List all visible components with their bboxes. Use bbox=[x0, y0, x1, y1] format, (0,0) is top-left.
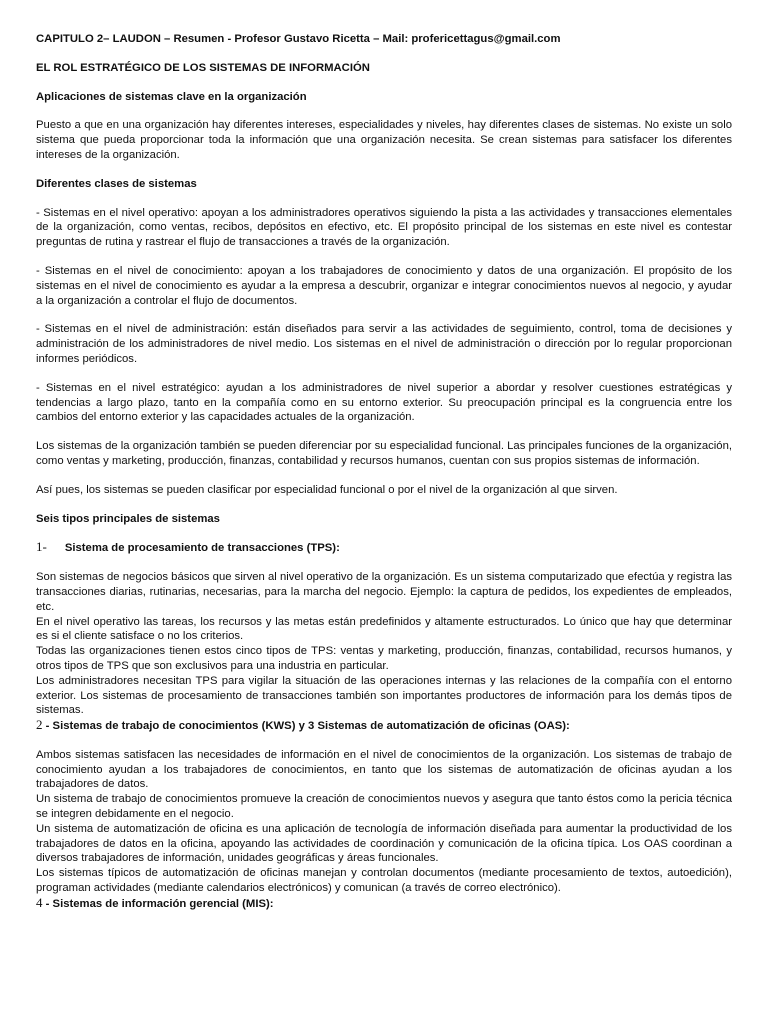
paragraph-kws-2: Un sistema de trabajo de conocimientos promueve la creación de conocimientos nuevos y asegura que tanto éstos como la pericia técnica se integren debidamente en el negocio. bbox=[36, 793, 732, 821]
paragraph-knowledge-level: - Sistemas en el nivel de conocimiento: apoyan a los trabajadores de conocimiento y datos de una organización. El propósito de los sistemas en el nivel de conocimiento es ayudar a la empresa a descubrir, organizar e integrar conocimientos nuevos al negocio, y ayudar a la organización a controlar el flujo de documentos. bbox=[36, 264, 732, 307]
section-heading-system-classes: Diferentes clases de sistemas bbox=[36, 177, 197, 190]
paragraph-kws-4: Los sistemas típicos de automatización de oficinas manejan y controlan documentos (mediante procesamiento de textos, autoedición), programan actividades (mediante calendarios electrónicos) y comunican (a través de correo electrónico). bbox=[36, 867, 732, 895]
heading-text: Sistema de procesamiento de transacciones (TPS): bbox=[64, 542, 340, 555]
paragraph-kws-3: Un sistema de automatización de oficina es una aplicación de tecnología de información diseñada para aumentar la productividad de los trabajadores de datos en la oficina, apoyando las actividades de coordinación y comunicación de la oficina típica. Los OAS coordinan a diversos trabajadores de información, unidades geográficas y áreas funcionales. bbox=[36, 822, 732, 865]
paragraph-management-level: - Sistemas en el nivel de administración: están diseñados para servir a las actividades de seguimiento, control, toma de decisiones y administración de los administradores de nivel medio. Los sistemas en el nivel de administración o dirección por lo regular proporcionan informes periódicos. bbox=[36, 323, 732, 365]
paragraph-tps-3: Todas las organizaciones tienen estos cinco tipos de TPS: ventas y marketing, producción, finanzas, contabilidad, recursos humanos, y otros tipos de TPS que son exclusivos para una industria en particular. bbox=[36, 645, 732, 672]
paragraph-functional-specialty: Los sistemas de la organización también se pueden diferenciar por su especialidad funcional. Las principales funciones de la organización, como ventas y marketing, producción, finanzas, contabilidad y recursos humanos, cuentan con sus propios sistemas de información. bbox=[36, 440, 732, 467]
paragraph-tps-1: Son sistemas de negocios básicos que sirven al nivel operativo de la organización. Es un sistema computarizado que efectúa y registra las transacciones diarias, rutinarias, necesarias, para la marcha del negocio. Ejemplo: la captura de pedidos, los expedientes de empleados, etc. bbox=[36, 571, 732, 613]
heading-mis bbox=[36, 896, 732, 912]
heading-number: 2 bbox=[36, 717, 43, 733]
heading-number: 4 bbox=[36, 894, 43, 910]
paragraph-kws-1: Ambos sistemas satisfacen las necesidades de información en el nivel de conocimientos de la organización. Los sistemas de trabajo de conocimiento ayudan a los trabajadores de conocimientos, en tanto que los sistemas de automatización de oficinas ayudan a los trabajadores de datos. bbox=[36, 748, 732, 791]
section-heading-applications: Aplicaciones de sistemas clave en la organización bbox=[36, 90, 307, 103]
paragraph-operational-level: - Sistemas en el nivel operativo: apoyan a los administradores operativos siguiendo la pista a las actividades y transacciones elementales de la organización, como ventas, recibos, depósitos en efectivo, etc. El propósito principal de los sistemas en este nivel es contestar preguntas de rutina y rastrear el flujo de transacciones a través de la organización. bbox=[36, 206, 732, 249]
paragraph-tps-2: En el nivel operativo las tareas, los recursos y las metas están predefinidos y altamente estructurados. Lo único que hay que determinar es si el cliente satisface o no los criterios. bbox=[36, 615, 732, 643]
section-heading-six-types: Seis tipos principales de sistemas bbox=[36, 512, 220, 525]
document-title: EL ROL ESTRATÉGICO DE LOS SISTEMAS DE INFORMACIÓN bbox=[36, 61, 370, 74]
heading-number: 1- bbox=[36, 539, 47, 555]
heading-text: - Sistemas de información gerencial (MIS): bbox=[45, 897, 274, 910]
paragraph-classification: Así pues, los sistemas se pueden clasificar por especialidad funcional o por el nivel de la organización al que sirven. bbox=[36, 483, 618, 496]
heading-kws-oas bbox=[36, 718, 732, 734]
heading-text: - Sistemas de trabajo de conocimientos (KWS) y 3 Sistemas de automatización de oficinas (OAS): bbox=[45, 720, 570, 733]
paragraph-tps-4: Los administradores necesitan TPS para vigilar la situación de las operaciones internas y las relaciones de la compañía con el entorno exterior. Los sistemas de procesamiento de transacciones también son importantes productores de información para los demás tipos de sistemas. bbox=[36, 674, 732, 717]
paragraph-strategic-level: - Sistemas en el nivel estratégico: ayudan a los administradores de nivel superior a abordar y resolver cuestiones estratégicas y tendencias a largo plazo, tanto en la compañía como en su entorno exterior. Su preocupación principal es la congruencia entre los cambios del entorno exterior y las capacidades actuales de la organización. bbox=[36, 381, 732, 424]
heading-tps bbox=[36, 540, 732, 556]
paragraph: Puesto a que en una organización hay diferentes intereses, especialidades y niveles, hay diferentes clases de sistemas. No existe un solo sistema que pueda proporcionar toda la información que una organización necesita. Se crean sistemas para satisfacer los diferentes intereses de la organización. bbox=[36, 119, 732, 161]
header-line: CAPITULO 2– LAUDON – Resumen - Profesor Gustavo Ricetta – Mail: profericettagus@gmail.com bbox=[36, 33, 561, 45]
